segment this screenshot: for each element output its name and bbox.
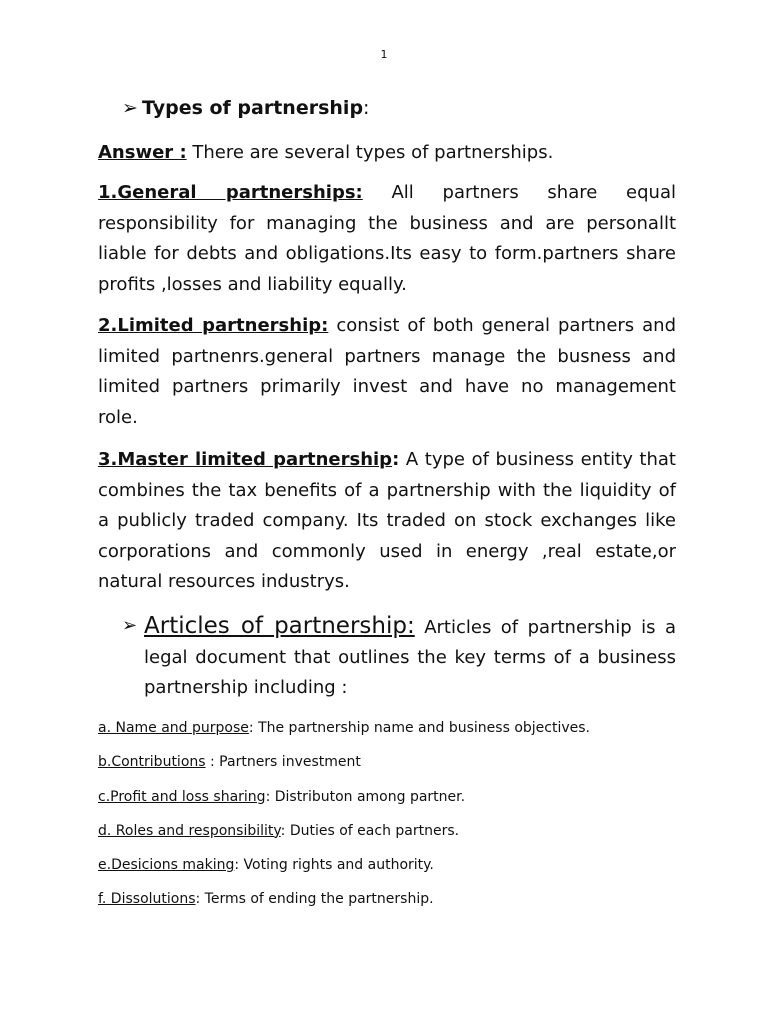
section-heading-types: [122, 97, 369, 119]
articles-text: Articles of partnership is a legal document that outlines the key terms of a business partnership including :: [144, 617, 676, 698]
list-item: [98, 820, 698, 854]
page-number: 1: [380, 48, 388, 61]
type-text: All partners share equal responsibility for managing the business and are personallt liable for debts and obligations.Its easy to form.partners share profits ,losses and liability equally.: [98, 182, 676, 295]
articles-title-colon: :: [406, 613, 415, 639]
item-text: : Terms of ending the partnership.: [195, 891, 434, 908]
item-label: c.Profit and loss sharing: [98, 788, 266, 805]
answer-paragraph: [98, 138, 676, 169]
item-text: : The partnership name and business objectives.: [248, 720, 590, 736]
item-label: b.Contributions: [98, 754, 206, 771]
item-label: e.Desicions making: [98, 857, 235, 874]
type-paragraph-general: [98, 178, 676, 300]
arrow-bullet-icon: ➢: [122, 97, 138, 119]
answer-text: There are several types of partnerships.: [186, 142, 554, 163]
list-item: [98, 751, 698, 785]
item-label: f. Dissolutions: [98, 891, 196, 908]
section-articles: [122, 611, 676, 698]
section-title: Types of partnership: [142, 97, 364, 119]
type-paragraph-master: [98, 445, 676, 598]
arrow-bullet-icon: ➢: [122, 615, 138, 636]
item-label: a. Name and purpose: [98, 720, 249, 736]
type-label: 1.General partnerships:: [98, 182, 363, 203]
item-text: : Partners investment: [205, 754, 361, 771]
item-text: : Voting rights and authority.: [234, 857, 434, 874]
type-text: A type of business entity that combines the tax benefits of a partnership with the liquidity of a publicly traded company. Its traded on stock exchanges like corporations and commonly used in energy ,real estate,or natural resources industrys.: [98, 449, 676, 592]
list-item: [98, 717, 698, 751]
articles-paragraph: [144, 611, 676, 703]
item-text: : Distributon among partner.: [265, 788, 466, 805]
articles-term-list: [98, 717, 698, 923]
answer-label: Answer :: [98, 142, 187, 163]
list-item: [98, 854, 698, 888]
type-paragraph-limited: [98, 311, 676, 433]
section-title-colon: :: [363, 97, 370, 119]
list-item: [98, 786, 698, 820]
list-item: [98, 888, 698, 922]
item-text: : Duties of each partners.: [280, 822, 460, 839]
type-label: 2.Limited partnership:: [98, 315, 329, 336]
type-label: 3.Master limited partnership: [98, 449, 393, 470]
type-text: consist of both general partners and limited partnenrs.general partners manage the busness and limited partners primarily invest and have no management role.: [98, 315, 676, 428]
articles-title: Articles of partnership: [144, 613, 407, 639]
type-label-colon: :: [392, 449, 400, 470]
item-label: d. Roles and responsibility: [98, 822, 281, 839]
